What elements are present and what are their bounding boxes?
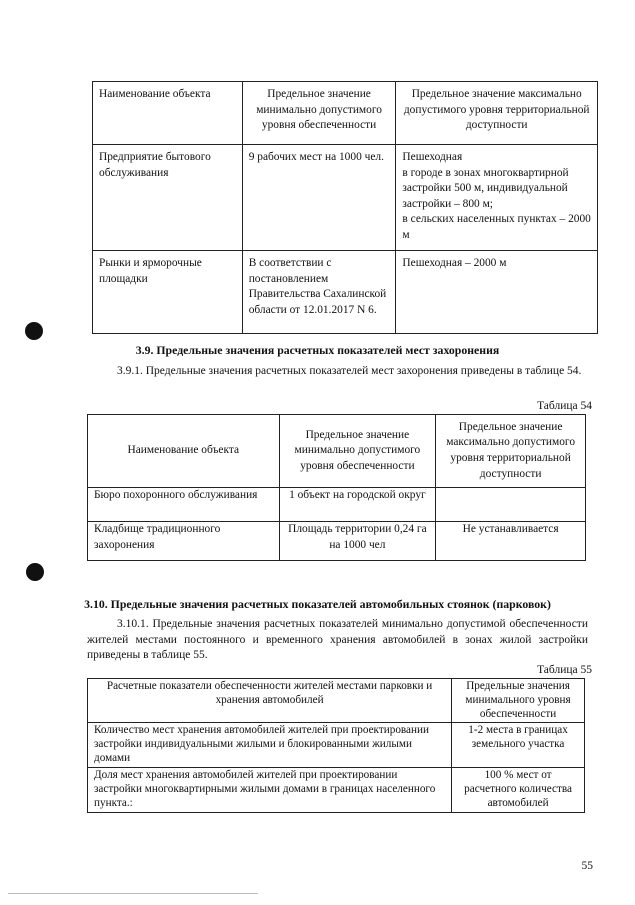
header-object-name: Наименование объекта [88, 415, 280, 488]
table-header-row [88, 415, 586, 488]
table-caption-54: Таблица 54 [537, 400, 592, 412]
header-max-access: Предельное значение максимально допустимого уровня территориальной доступности [396, 82, 598, 145]
cell-max-access [396, 251, 598, 334]
table-row [88, 723, 585, 768]
cell-min-value: 100 % мест от расчетного количества автомобилей [452, 768, 585, 813]
section-heading-3-10: 3.10. Предельные значения расчетных показателей автомобильных стоянок (парковок) [84, 597, 551, 611]
header-indicator: Расчетные показатели обеспеченности жителей местами парковки и хранения автомобилей [88, 679, 452, 723]
table-caption-55: Таблица 55 [537, 664, 592, 676]
table-row [88, 488, 586, 522]
cell-line: в сельских населенных пунктах – 2000 м [402, 213, 591, 241]
table-row [93, 145, 598, 251]
cell-object-name: Бюро похоронного обслуживания [88, 488, 280, 522]
cell-min-level: В соответствии с постановлением Правительства Сахалинской области от 12.01.2017 N 6. [242, 251, 396, 334]
table-header-row [88, 679, 585, 723]
cell-line: в городе в зонах многоквартирной застройки 500 м, индивидуальной застройки – 800 м; [402, 166, 569, 210]
cell-object-name: Рынки и ярморочные площадки [93, 251, 243, 334]
table-row [93, 251, 598, 334]
cell-object-name: Кладбище традиционного захоронения [88, 522, 280, 561]
cell-min-value: 1-2 места в границах земельного участка [452, 723, 585, 768]
header-min-value: Предельные значения минимального уровня обеспеченности [452, 679, 585, 723]
section-heading-3-9: 3.9. Предельные значения расчетных показателей мест захоронения [135, 343, 500, 357]
cell-indicator: Количество мест хранения автомобилей жителей при проектировании застройки индивидуальными жилыми и блокированными жилыми домами [88, 723, 452, 768]
cell-max-access: Не устанавливается [436, 522, 586, 561]
table-row [88, 522, 586, 561]
cell-object-name: Предприятие бытового обслуживания [93, 145, 243, 251]
table-row [88, 768, 585, 813]
table-54 [87, 414, 586, 561]
table-55 [87, 678, 585, 813]
cell-line: Пешеходная [402, 151, 463, 163]
cell-min-level: 9 рабочих мест на 1000 чел. [242, 145, 396, 251]
paragraph-3-10-1: 3.10.1. Предельные значения расчетных показателей минимально допустимой обеспеченности жителей местами постоянного и временного хранения автомобилей в зонах жилой застройки приведены в таблице 55. [87, 618, 588, 662]
page-number: 55 [581, 860, 593, 872]
header-max-access: Предельное значение максимально допустимого уровня территориальной доступности [436, 415, 586, 488]
cell-min-level: 1 объект на городской округ [279, 488, 436, 522]
cell-indicator: Доля мест хранения автомобилей жителей при проектировании застройки многоквартирными жилыми домами в границах населенного пункта.: [88, 768, 452, 813]
table-53-continued [92, 81, 598, 334]
cell-line: Пешеходная – 2000 м [402, 257, 507, 269]
binder-hole-bottom [26, 563, 44, 581]
cell-max-access [436, 488, 586, 522]
cell-max-access [396, 145, 598, 251]
cell-min-level: Площадь территории 0,24 га на 1000 чел [279, 522, 436, 561]
header-object-name: Наименование объекта [93, 82, 243, 145]
table-header-row [93, 82, 598, 145]
paragraph-3-9-1: 3.9.1. Предельные значения расчетных показателей мест захоронения приведены в таблице 54. [117, 365, 582, 377]
binder-hole-top [25, 322, 43, 340]
scan-edge-line [8, 893, 258, 894]
header-min-level: Предельное значение минимально допустимого уровня обеспеченности [242, 82, 396, 145]
header-min-level: Предельное значение минимально допустимого уровня обеспеченности [279, 415, 436, 488]
